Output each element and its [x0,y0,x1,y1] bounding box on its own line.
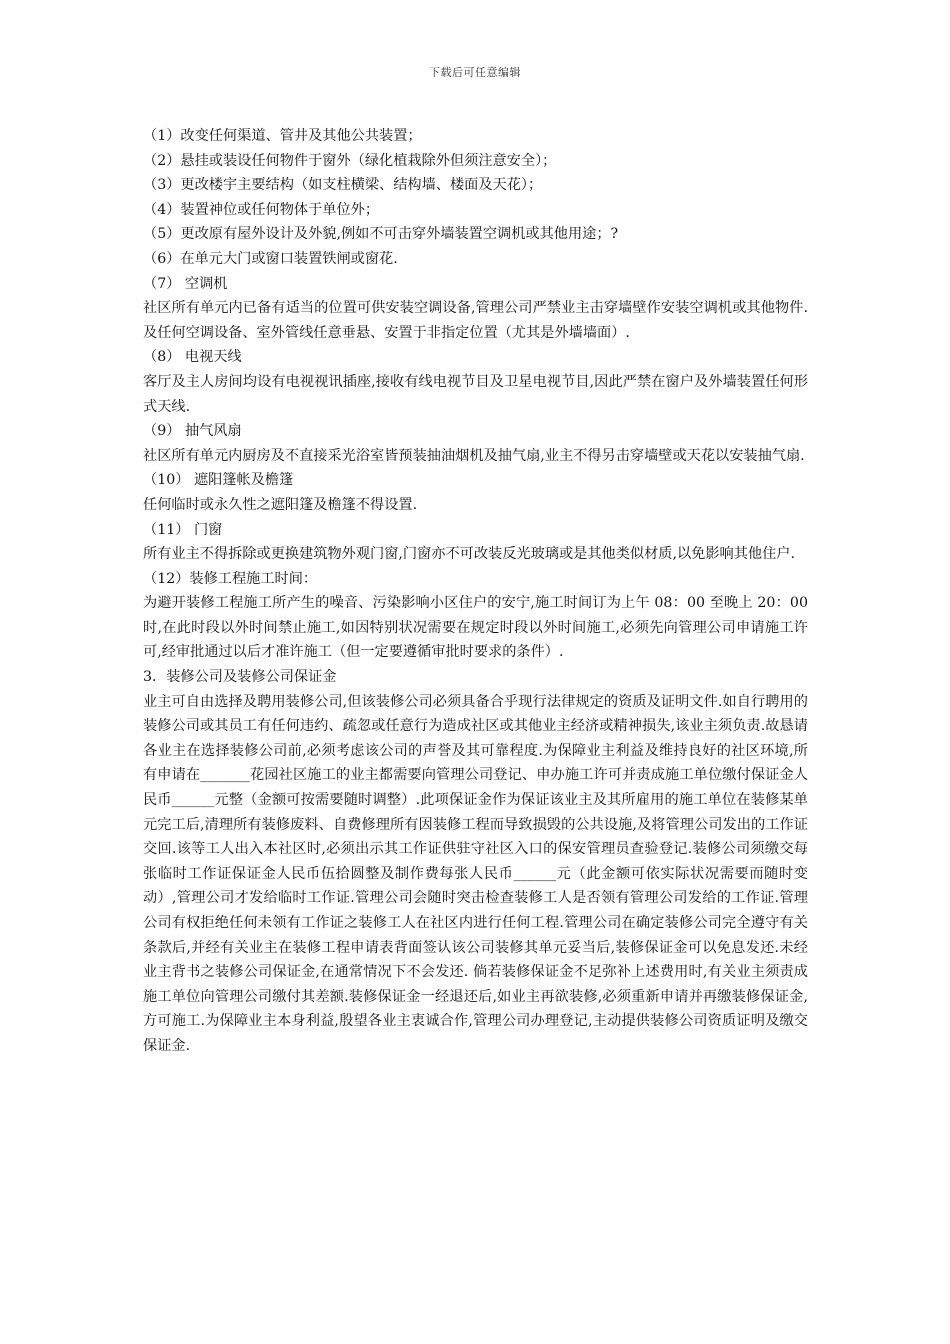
body-paragraph-awning: 任何临时或永久性之遮阳篷及檐篷不得设置. [143,496,418,513]
rule-item-1: （1）改变任何渠道、管井及其他公共装置； [143,128,422,144]
rule-item-5: （5）更改原有屋外设计及外貌,例如不可击穿外墙装置空调机或其他用途；? [143,226,619,243]
body-paragraph-tv-antenna: 客厅及主人房间均设有电视视讯插座,接收有线电视节目及卫星电视节目,因此严禁在窗户及外墙装置任何形式天线. [143,373,808,415]
section-heading-exhaust-fan: （9） 抽气风扇 [143,423,242,440]
section-heading-construction-time: （12）装修工程施工时间： [143,570,318,587]
body-paragraph-doors-windows: 所有业主不得拆除或更换建筑物外观门窗,门窗亦不可改装反光玻璃或是其他类似材质,以免影响其他住户. [143,546,795,563]
body-paragraph-deposit: 业主可自由选择及聘用装修公司,但该装修公司必须具备合乎现行法律规定的资质及证明文件.如自行聘用的装修公司或其员工有任何违约、疏忽或任意行为造成社区或其他业主经济或精神损失,该业主须负责.故恳请各业主在选择装修公司前,必须考虑该公司的声誉及其可靠程度.为保障业主利益及维持良好的社区环境,所有申请在_______花园社区施工的业主都需要向管理公司登记、申办施工许可并责成施工单位缴付保证金人民币______元整（金额可按需要随时调整）.此项保证金作为保证该业主及其所雇用的施工单位在装修某单元完工后,清理所有装修废料、自费修理所有因装修工程而导致损毁的公共设施,及将管理公司发出的工作证交回.该等工人出入本社区时,必须出示其工作证供驻守社区入口的保安管理员查验登记.装修公司须缴交每张临时工作证保证金人民币伍拾圆整及制作费每张人民币______元（此金额可依实际状况需要而随时变动）,管理公司才发给临时工作证.管理公司会随时突击检查装修工人是否领有管理公司发给的工作证.管理公司有权拒绝任何未领有工作证之装修工人在社区内进行任何工程.管理公司在确定装修公司完全遵守有关条款后,并经有关业主在装修工程申请表背面签认该公司装修其单元妥当后,装修保证金可以免息发还.未经业主背书之装修公司保证金,在通常情况下不会发还. 倘若装修保证金不足弥补上述费用时,有关业主须责成施工单位向管理公司缴付其差额.装修保证金一经退还后,如业主再欲装修,必须重新申请并再缴装修保证金,方可施工.为保障业主本身利益,殷望各业主衷诚合作,管理公司办理登记,主动提供装修公司资质证明及缴交保证金. [143,693,808,1054]
rule-item-6: （6）在单元大门或窗口装置铁闸或窗花. [143,250,398,267]
page-header: 下载后可任意编辑 [429,66,521,79]
section-heading-doors-windows: （11） 门窗 [143,521,223,538]
section-heading-awning: （10） 遮阳篷帐及檐篷 [143,472,294,489]
rule-item-4: （4）装置神位或任何物体于单位外； [143,201,380,218]
section-heading-tv-antenna: （8） 电视天线 [143,349,242,366]
body-paragraph-exhaust-fan: 社区所有单元内厨房及不直接采光浴室皆预装抽油烟机及抽气扇,业主不得另击穿墙壁或天花以安装抽气扇. [143,447,805,464]
section-heading-deposit: 3．装修公司及装修公司保证金 [143,669,337,686]
rule-item-2: （2）悬挂或装设任何物件于窗外（绿化植栽除外但须注意安全）； [143,152,557,169]
body-paragraph-air-conditioner: 社区所有单元内已备有适当的位置可供安装空调设备,管理公司严禁业主击穿墙壁作安装空调机或其他物件.及任何空调设备、室外管线任意垂悬、安置于非指定位置（尤其是外墙墙面）. [143,300,808,341]
section-heading-air-conditioner: （7） 空调机 [143,275,228,292]
rule-item-3: （3）更改楼宇主要结构（如支柱横梁、结构墙、楼面及天花）； [143,177,543,194]
body-paragraph-construction-time: 为避开装修工程施工所产生的噪音、污染影响小区住户的安宁,施工时间订为上午 08：00 至晚上 20：00 时,在此时段以外时间禁止施工,如因特别状况需要在规定时段以外时间施工,必须先向管理公司申请施工许可,经审批通过以后才准许施工（但一定要遵循审批时要求的条件）. [143,595,808,661]
document-body [143,124,808,1059]
